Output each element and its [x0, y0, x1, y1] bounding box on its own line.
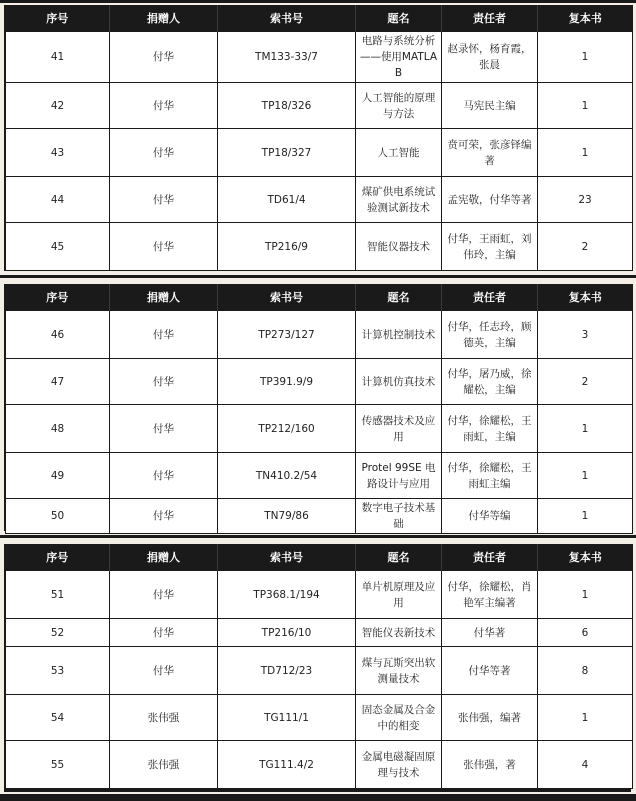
cell-title: 煤与瓦斯突出软测量技术 — [356, 647, 442, 695]
header-title: 题名 — [356, 284, 442, 311]
table-row — [6, 32, 633, 83]
cell-no: 42 — [6, 83, 110, 129]
cell-title: 人工智能的原理与方法 — [356, 83, 442, 129]
cell-donor: 付华 — [110, 311, 218, 359]
cell-donor: 付华 — [110, 32, 218, 83]
table-row — [6, 453, 633, 499]
table-header-row — [6, 5, 633, 32]
header-no: 序号 — [6, 5, 110, 32]
book-table-2 — [5, 284, 633, 534]
bottom-divider — [0, 794, 636, 801]
section-divider — [0, 535, 636, 538]
cell-donor: 付华 — [110, 499, 218, 534]
cell-call-number: TP391.9/9 — [218, 359, 356, 405]
top-divider — [0, 0, 636, 3]
cell-call-number: TD61/4 — [218, 177, 356, 223]
cell-author: 孟宪敬，付华等著 — [442, 177, 538, 223]
cell-donor: 付华 — [110, 359, 218, 405]
cell-call-number: TP273/127 — [218, 311, 356, 359]
cell-copies: 1 — [538, 499, 633, 534]
cell-no: 41 — [6, 32, 110, 83]
cell-donor: 付华 — [110, 177, 218, 223]
cell-donor: 付华 — [110, 405, 218, 453]
cell-no: 47 — [6, 359, 110, 405]
cell-no: 50 — [6, 499, 110, 534]
cell-donor: 付华 — [110, 571, 218, 619]
cell-copies: 6 — [538, 619, 633, 647]
cell-author: 贲可荣，张彦铎编著 — [442, 129, 538, 177]
cell-author: 付华，徐耀松，王雨虹主编 — [442, 453, 538, 499]
table-header-row — [6, 544, 633, 571]
table-row — [6, 177, 633, 223]
cell-title: 数字电子技术基础 — [356, 499, 442, 534]
cell-donor: 张伟强 — [110, 741, 218, 789]
header-author: 责任者 — [442, 5, 538, 32]
cell-call-number: TM133-33/7 — [218, 32, 356, 83]
table-row — [6, 129, 633, 177]
header-copies: 复本书 — [538, 5, 633, 32]
cell-title: 智能仪表新技术 — [356, 619, 442, 647]
cell-no: 55 — [6, 741, 110, 789]
header-call-number: 索书号 — [218, 544, 356, 571]
cell-copies: 1 — [538, 453, 633, 499]
cell-author: 赵录怀，杨育霞，张晨 — [442, 32, 538, 83]
cell-author: 马宪民主编 — [442, 83, 538, 129]
header-copies: 复本书 — [538, 544, 633, 571]
header-no: 序号 — [6, 284, 110, 311]
cell-no: 44 — [6, 177, 110, 223]
table-header-row — [6, 284, 633, 311]
cell-copies: 4 — [538, 741, 633, 789]
cell-call-number: TP18/327 — [218, 129, 356, 177]
cell-donor: 付华 — [110, 453, 218, 499]
cell-copies: 23 — [538, 177, 633, 223]
header-donor: 捐赠人 — [110, 284, 218, 311]
header-call-number: 索书号 — [218, 284, 356, 311]
table-row — [6, 311, 633, 359]
cell-no: 48 — [6, 405, 110, 453]
cell-call-number: TD712/23 — [218, 647, 356, 695]
cell-title: 煤矿供电系统试验测试新技术 — [356, 177, 442, 223]
cell-donor: 张伟强 — [110, 695, 218, 741]
cell-title: 固态金属及合金中的相变 — [356, 695, 442, 741]
table-row — [6, 695, 633, 741]
cell-author: 付华等编 — [442, 499, 538, 534]
table-row — [6, 83, 633, 129]
cell-no: 46 — [6, 311, 110, 359]
cell-no: 45 — [6, 223, 110, 271]
table-block-1 — [4, 5, 631, 271]
cell-no: 49 — [6, 453, 110, 499]
book-table-3 — [5, 544, 633, 789]
cell-call-number: TP18/326 — [218, 83, 356, 129]
table-block-2 — [4, 284, 631, 531]
section-divider — [0, 275, 636, 278]
cell-copies: 8 — [538, 647, 633, 695]
table-row — [6, 499, 633, 534]
table-row — [6, 741, 633, 789]
cell-author: 付华，屠乃威，徐耀松，主编 — [442, 359, 538, 405]
cell-copies: 1 — [538, 405, 633, 453]
cell-author: 张伟强，编著 — [442, 695, 538, 741]
cell-call-number: TG111.4/2 — [218, 741, 356, 789]
cell-title: 计算机控制技术 — [356, 311, 442, 359]
cell-title: 智能仪器技术 — [356, 223, 442, 271]
cell-author: 张伟强，著 — [442, 741, 538, 789]
cell-call-number: TP368.1/194 — [218, 571, 356, 619]
cell-copies: 1 — [538, 571, 633, 619]
cell-title: 传感器技术及应用 — [356, 405, 442, 453]
cell-copies: 1 — [538, 83, 633, 129]
cell-call-number: TP216/9 — [218, 223, 356, 271]
cell-copies: 3 — [538, 311, 633, 359]
table-block-3 — [4, 544, 631, 792]
cell-title: 金属电磁凝固原理与技术 — [356, 741, 442, 789]
cell-call-number: TG111/1 — [218, 695, 356, 741]
cell-title: 计算机仿真技术 — [356, 359, 442, 405]
cell-copies: 1 — [538, 32, 633, 83]
cell-call-number: TP212/160 — [218, 405, 356, 453]
cell-donor: 付华 — [110, 223, 218, 271]
table-row — [6, 647, 633, 695]
header-call-number: 索书号 — [218, 5, 356, 32]
table-row — [6, 619, 633, 647]
header-author: 责任者 — [442, 544, 538, 571]
cell-no: 53 — [6, 647, 110, 695]
header-donor: 捐赠人 — [110, 5, 218, 32]
cell-title: 人工智能 — [356, 129, 442, 177]
table-row — [6, 405, 633, 453]
cell-title: 单片机原理及应用 — [356, 571, 442, 619]
cell-author: 付华，王雨虹，刘伟玲，主编 — [442, 223, 538, 271]
book-table-1 — [5, 5, 633, 271]
header-donor: 捐赠人 — [110, 544, 218, 571]
cell-author: 付华，任志玲，顾德英，主编 — [442, 311, 538, 359]
header-no: 序号 — [6, 544, 110, 571]
cell-copies: 1 — [538, 129, 633, 177]
cell-author: 付华等著 — [442, 647, 538, 695]
cell-copies: 2 — [538, 223, 633, 271]
cell-copies: 1 — [538, 695, 633, 741]
cell-copies: 2 — [538, 359, 633, 405]
cell-call-number: TN79/86 — [218, 499, 356, 534]
table-row — [6, 223, 633, 271]
header-title: 题名 — [356, 544, 442, 571]
cell-no: 52 — [6, 619, 110, 647]
cell-donor: 付华 — [110, 619, 218, 647]
table-row — [6, 571, 633, 619]
cell-author: 付华，徐耀松，王雨虹，主编 — [442, 405, 538, 453]
cell-no: 43 — [6, 129, 110, 177]
cell-donor: 付华 — [110, 129, 218, 177]
header-copies: 复本书 — [538, 284, 633, 311]
cell-no: 54 — [6, 695, 110, 741]
header-title: 题名 — [356, 5, 442, 32]
table-row — [6, 359, 633, 405]
cell-call-number: TP216/10 — [218, 619, 356, 647]
cell-title: 电路与系统分析——使用MATLAB — [356, 32, 442, 83]
cell-donor: 付华 — [110, 647, 218, 695]
cell-call-number: TN410.2/54 — [218, 453, 356, 499]
cell-no: 51 — [6, 571, 110, 619]
header-author: 责任者 — [442, 284, 538, 311]
cell-donor: 付华 — [110, 83, 218, 129]
cell-author: 付华，徐耀松，肖艳军主编著 — [442, 571, 538, 619]
cell-title: Protel 99SE 电路设计与应用 — [356, 453, 442, 499]
cell-author: 付华著 — [442, 619, 538, 647]
